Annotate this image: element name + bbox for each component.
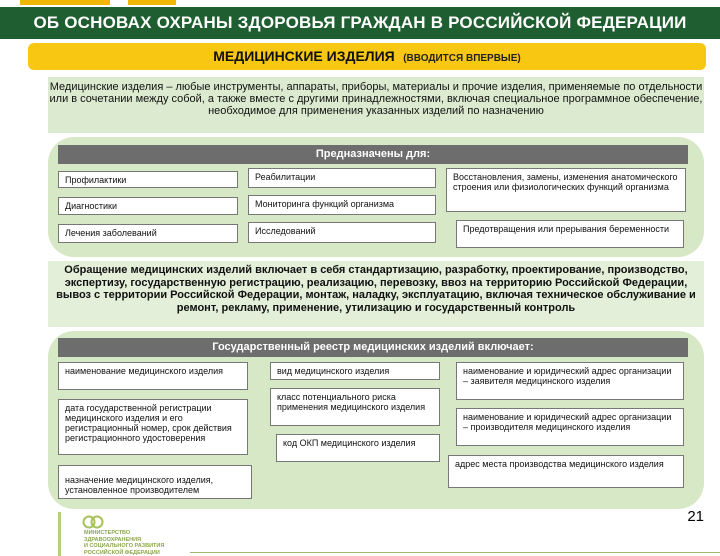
subtitle-note: (ВВОДИТСЯ ВПЕРВЫЕ) <box>403 53 521 64</box>
purpose-item-diagnostics: Диагностики <box>58 197 238 215</box>
registry-item-type: вид медицинского изделия <box>270 362 440 380</box>
top-accent-yellow-2 <box>128 0 176 5</box>
bottom-rule <box>190 552 720 553</box>
purpose-item-monitoring: Мониторинга функций организма <box>248 195 436 215</box>
purpose-item-treatment: Лечения заболеваний <box>58 224 238 243</box>
registry-item-production-address: адрес места производства медицинского изделия <box>448 455 684 488</box>
registry-item-registration: дата государственной регистрации медицинского изделия и его регистрационный номер, срок действия регистрационного удостоверения <box>58 399 248 455</box>
purpose-item-pregnancy: Предотвращения или прерывания беременности <box>456 220 684 248</box>
registry-item-manufacturer: наименование и юридический адрес организации – производителя медицинского изделия <box>456 408 684 446</box>
purpose-item-prevention: Профилактики <box>58 171 238 188</box>
definition-text: Медицинские изделия – любые инструменты, аппараты, приборы, материалы и прочие изделия, применяемые по отдельности или в сочетании между собой, а также вместе с другими принадлежностями, включая специальное программное обеспечение, необходимое для применения указанных изделий по назначению <box>48 77 704 133</box>
page-number: 21 <box>687 508 704 525</box>
circulation-text: Обращение медицинских изделий включает в себя стандартизацию, разработку, проектирование, производство, экспертизу, государственную регистрацию, реализацию, перевозку, ввоз на территорию Российской Федерации, вывоз с территории Российской Федерации, монтаж, наладку, эксплуатацию, включая техническое обслуживание и ремонт, рекламу, применение, утилизацию и государственный контроль <box>48 261 704 327</box>
purpose-header: Предназначены для: <box>58 145 688 164</box>
top-accent-yellow-1 <box>20 0 110 5</box>
registry-item-name: наименование медицинского изделия <box>58 362 248 390</box>
subtitle-main: МЕДИЦИНСКИЕ ИЗДЕЛИЯ <box>213 48 395 64</box>
purpose-item-restoration: Восстановления, замены, изменения анатомического строения или физиологических функций организма <box>446 168 686 212</box>
ministry-emblem-icon <box>82 512 104 532</box>
registry-header: Государственный реестр медицинских изделий включает: <box>58 338 688 357</box>
registry-item-risk-class: класс потенциального риска применения медицинского изделия <box>270 388 440 426</box>
slide-title: ОБ ОСНОВАХ ОХРАНЫ ЗДОРОВЬЯ ГРАЖДАН В РОССИЙСКОЙ ФЕДЕРАЦИИ <box>0 7 720 39</box>
logo-bar <box>58 512 61 556</box>
section-subtitle <box>28 43 706 70</box>
registry-item-okp-code: код ОКП медицинского изделия <box>276 434 440 462</box>
top-accent-line <box>0 0 720 5</box>
registry-item-applicant: наименование и юридический адрес организации – заявителя медицинского изделия <box>456 362 684 400</box>
logo-text: МИНИСТЕРСТВО ЗДРАВООХРАНЕНИЯ И СОЦИАЛЬНОГО РАЗВИТИЯ РОССИЙСКОЙ ФЕДЕРАЦИИ <box>84 530 165 556</box>
registry-item-purpose: назначение медицинского изделия, установленное производителем <box>58 465 252 499</box>
purpose-item-research: Исследований <box>248 222 436 243</box>
ministry-logo <box>58 512 186 556</box>
purpose-item-rehabilitation: Реабилитации <box>248 168 436 188</box>
